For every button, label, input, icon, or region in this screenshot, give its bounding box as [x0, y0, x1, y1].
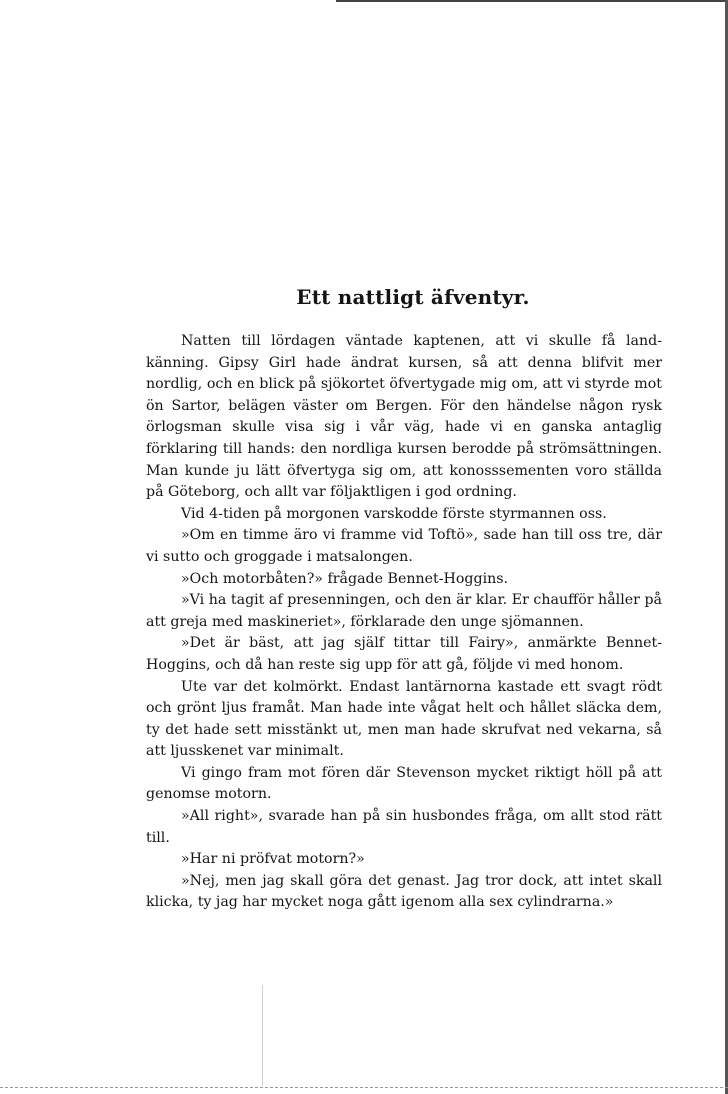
chapter-body — [146, 331, 662, 914]
gutter-mark — [262, 985, 263, 1085]
paragraph: »Vi ha tagit af presenningen, och den är klar. Er chaufför håller på att greja med maskineriet», förklarade den unge sjömannen. — [146, 592, 662, 630]
paragraph: Ute var det kolmörkt. Endast lantärnorna kastade ett svagt rödt och grönt ljus framåt. Man hade inte vågat helt och hållet släcka dem, ty det hade sett misstänkt ut, men man hade skrufvat ned vekarna, så att ljusskenet var minimalt. — [146, 678, 662, 760]
paragraph: »Det är bäst, att jag själf tittar till Fairy», anmärkte Bennet-Hoggins, och då han reste sig upp för att gå, följde vi med honom. — [146, 635, 662, 673]
paragraph: Vi gingo fram mot fören där Stevenson mycket riktigt höll på att genomse motorn. — [146, 764, 662, 803]
paragraph: »Och motorbåten?» frågade Bennet-Hoggins. — [181, 570, 509, 587]
paragraph: »Om en timme äro vi framme vid Toftö», sade han till oss tre, där vi sutto och groggade i matsalongen. — [146, 527, 662, 565]
scan-edge-top — [336, 0, 728, 2]
paragraph: Vid 4-tiden på morgonen varskodde förste styrmannen oss. — [181, 505, 607, 522]
paragraph: Natten till lördagen väntade kaptenen, att vi skulle få landkänning. Gipsy Girl hade ändrat kursen, så att denna blifvit mer nordlig, och en blick på sjökortet öfvertygade mig om, att vi styrde mot ön Sartor, belägen väster om Bergen. För den händelse någon rysk örlogsman skulle visa sig i vår väg, hade vi en ganska antaglig förklaring till hands: den nordliga kursen berodde på strömsättningen. Man kunde ju lätt öfvertyga sig om, att konosssementen voro ställda på Göteborg, och allt var följaktligen i god ordning. — [146, 333, 662, 501]
book-page — [146, 284, 662, 914]
paragraph: »Nej, men jag skall göra det genast. Jag tror dock, att intet skall klicka, ty jag har mycket noga gått igenom alla sex cylindrarna.» — [146, 872, 662, 911]
paragraph: »All right», svarade han på sin husbondes fråga, om allt stod rätt till. — [146, 808, 662, 846]
paragraph: »Har ni pröfvat motorn?» — [181, 851, 365, 868]
scan-edge-bottom — [0, 1087, 728, 1088]
chapter-title: Ett nattligt äfventyr. — [296, 285, 530, 309]
